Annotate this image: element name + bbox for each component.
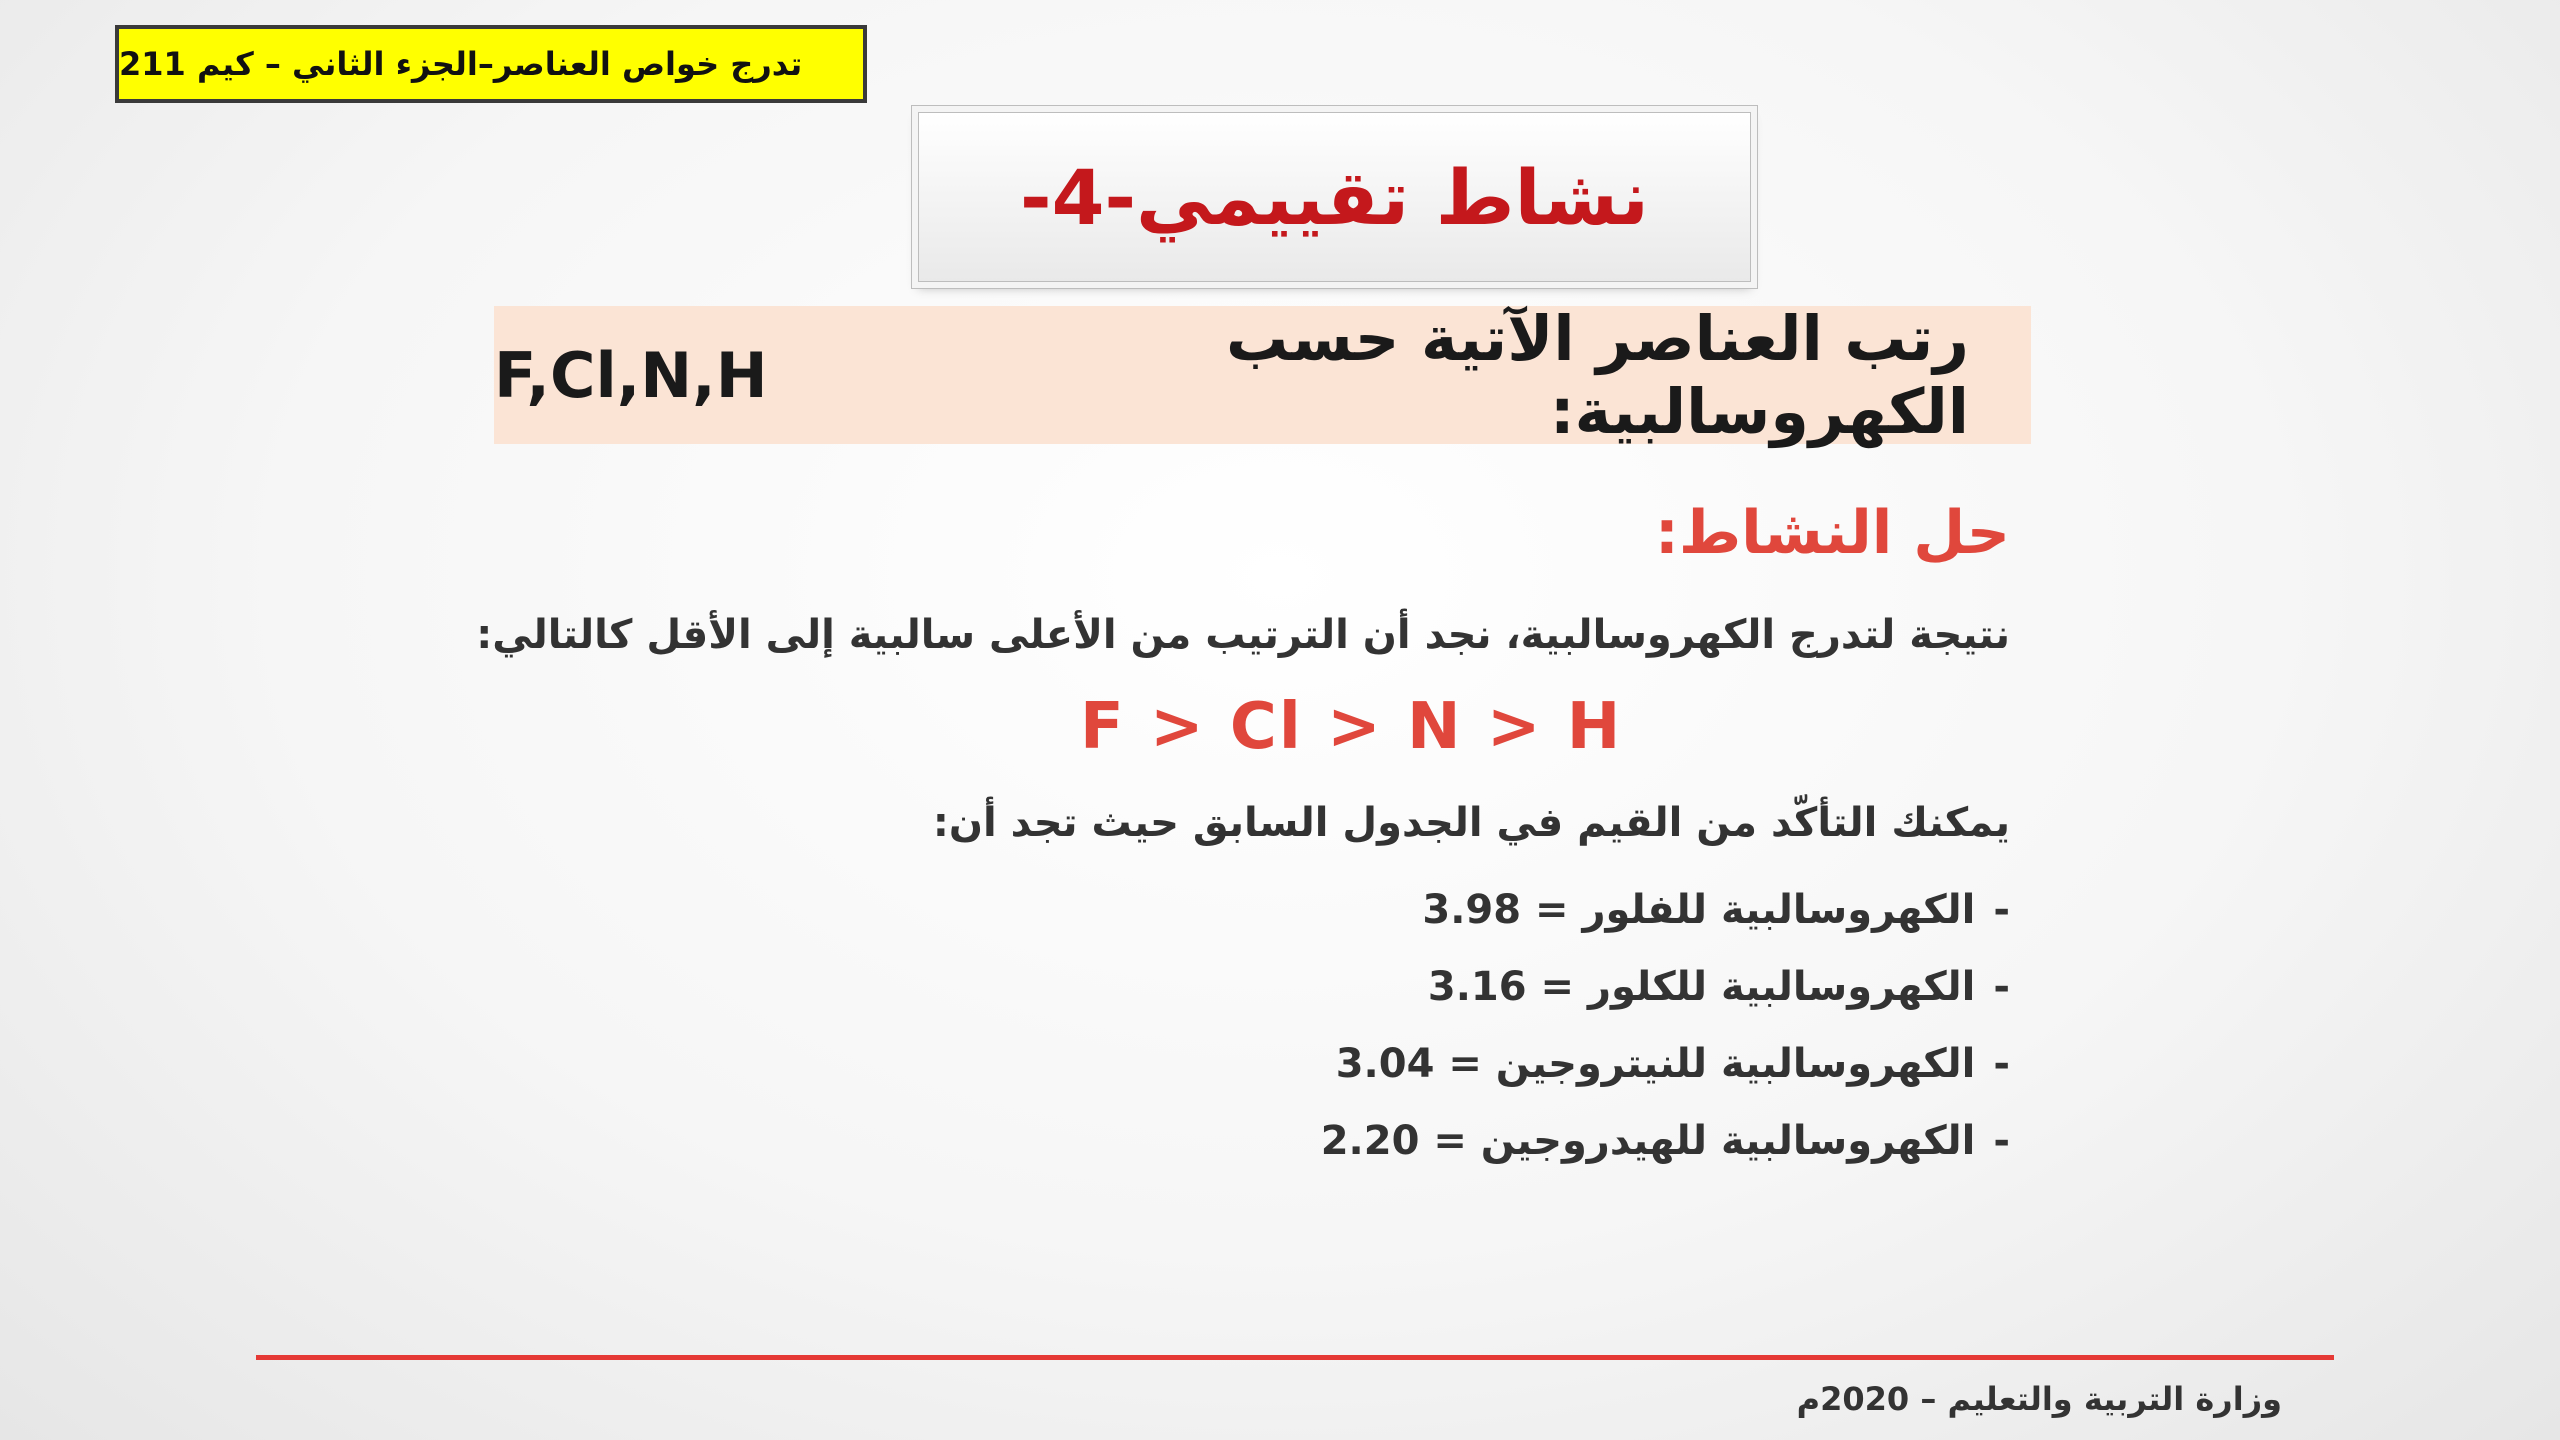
verify-line: يمكنك التأكّد من القيم في الجدول السابق حيث تجد أن: bbox=[932, 800, 2010, 846]
footer-divider bbox=[256, 1355, 2334, 1360]
activity-title: نشاط تقييمي-4- bbox=[1020, 152, 1649, 242]
list-dash: - bbox=[1993, 1118, 2010, 1164]
course-label bbox=[115, 25, 867, 103]
footer-text: وزارة التربية والتعليم – 2020م bbox=[1796, 1380, 2282, 1418]
solution-heading: حل النشاط: bbox=[1654, 498, 2010, 568]
list-item bbox=[1321, 1111, 2010, 1188]
activity-title-box bbox=[918, 112, 1751, 282]
course-label-text: تدرج خواص العناصر–الجزء الثاني – كيم 211 bbox=[119, 45, 803, 83]
result-line: نتيجة لتدرج الكهروسالبية، نجد أن الترتيب من الأعلى سالبية إلى الأقل كالتالي: bbox=[476, 612, 2010, 658]
list-item bbox=[1321, 880, 2010, 957]
electronegativity-list bbox=[1321, 880, 2010, 1188]
list-dash: - bbox=[1993, 1041, 2010, 1087]
question-text: رتب العناصر الآتية حسب الكهروسالبية: bbox=[1226, 302, 1969, 448]
list-item-text: الكهروسالبية للكلور = 3.16 bbox=[1427, 964, 1976, 1010]
list-item bbox=[1321, 1034, 2010, 1111]
question-elements: F,Cl,N,H bbox=[494, 338, 768, 412]
list-item-text: الكهروسالبية للهيدروجين = 2.20 bbox=[1320, 1118, 1976, 1164]
list-item bbox=[1321, 957, 2010, 1034]
list-item-text: الكهروسالبية للفلور = 3.98 bbox=[1422, 887, 1976, 933]
list-dash: - bbox=[1993, 887, 2010, 933]
list-dash: - bbox=[1993, 964, 2010, 1010]
order-formula: F > Cl > N > H bbox=[1080, 690, 1623, 764]
question-bar bbox=[494, 302, 2031, 448]
list-item-text: الكهروسالبية للنيتروجين = 3.04 bbox=[1335, 1041, 1976, 1087]
